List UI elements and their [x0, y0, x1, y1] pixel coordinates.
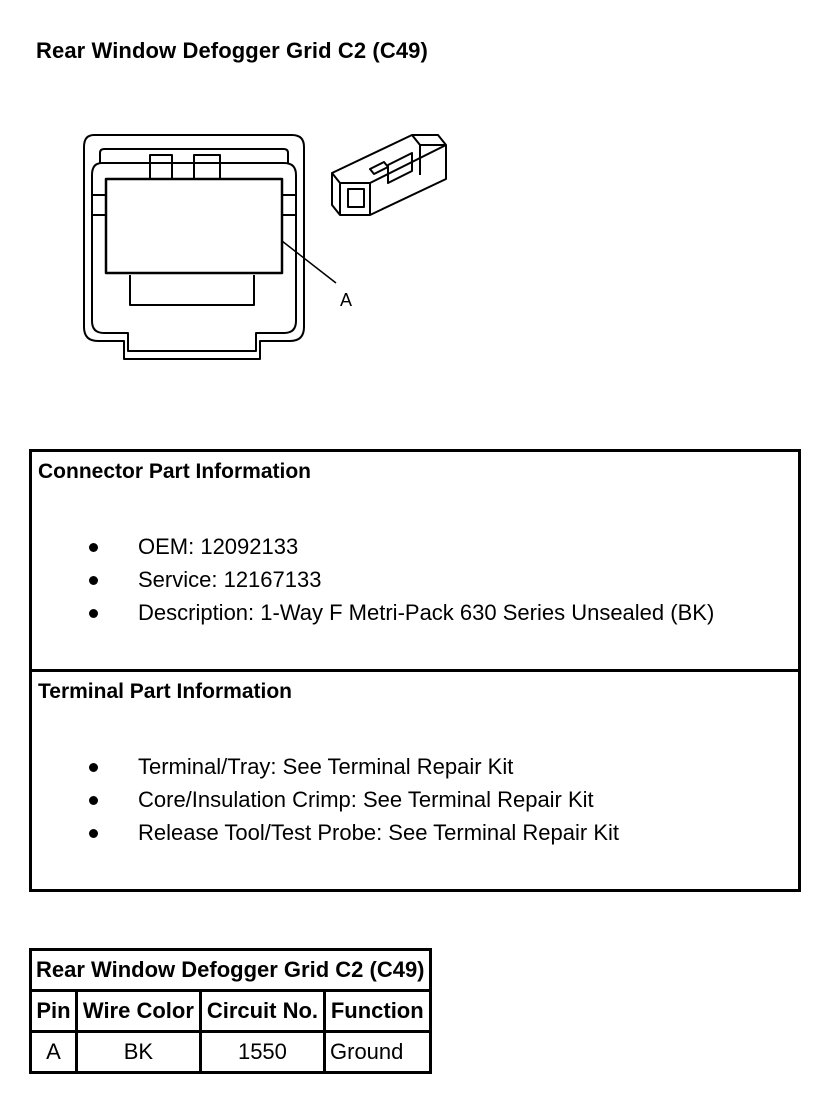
- latch-tab-right: [194, 155, 220, 179]
- terminal-info-heading: Terminal Part Information: [38, 680, 292, 703]
- part-information-box: [29, 449, 801, 892]
- table-row: [31, 1032, 431, 1073]
- terminal-cavity-a: [106, 179, 282, 273]
- pin-table: [29, 948, 432, 1074]
- connector-perspective-view: [332, 135, 446, 215]
- cell-wire-color: BK: [76, 1032, 200, 1073]
- bullet-icon: [89, 609, 98, 618]
- cell-circuit-no: 1550: [200, 1032, 324, 1073]
- table-header-row: [31, 991, 431, 1032]
- callout-leader: [282, 241, 336, 283]
- header-wire-color: Wire Color: [76, 991, 200, 1032]
- callout-label-a: A: [340, 290, 353, 310]
- header-pin: Pin: [31, 991, 77, 1032]
- connector-inner-housing: [92, 163, 296, 351]
- latch-tab-left: [150, 155, 172, 179]
- header-circuit-no: Circuit No.: [200, 991, 324, 1032]
- cell-function: Ground: [325, 1032, 431, 1073]
- connector-diagram: [70, 115, 460, 365]
- connector-key: [130, 275, 254, 305]
- page-title: Rear Window Defogger Grid C2 (C49): [36, 38, 428, 63]
- bullet-icon: [89, 829, 98, 838]
- bullet-icon: [89, 576, 98, 585]
- connector-info-heading: Connector Part Information: [38, 460, 312, 483]
- bullet-icon: [89, 763, 98, 772]
- connector-part-information: Connector Part Information OEM: 12092133 Service: 12167133 Description: 1-Way F Metri-Pack 630 Series Unsealed (BK): [32, 452, 798, 672]
- bullet-icon: [89, 543, 98, 552]
- terminal-part-information: Terminal Part Information Terminal/Tray: See Terminal Repair Kit Core/Insulation Crimp: See Terminal Repair Kit Release Tool/Test Probe: See Terminal Repair Kit: [38, 680, 619, 845]
- bullet-icon: [89, 796, 98, 805]
- table-title: Rear Window Defogger Grid C2 (C49): [31, 950, 431, 991]
- cell-pin: A: [31, 1032, 77, 1073]
- header-function: Function: [325, 991, 431, 1032]
